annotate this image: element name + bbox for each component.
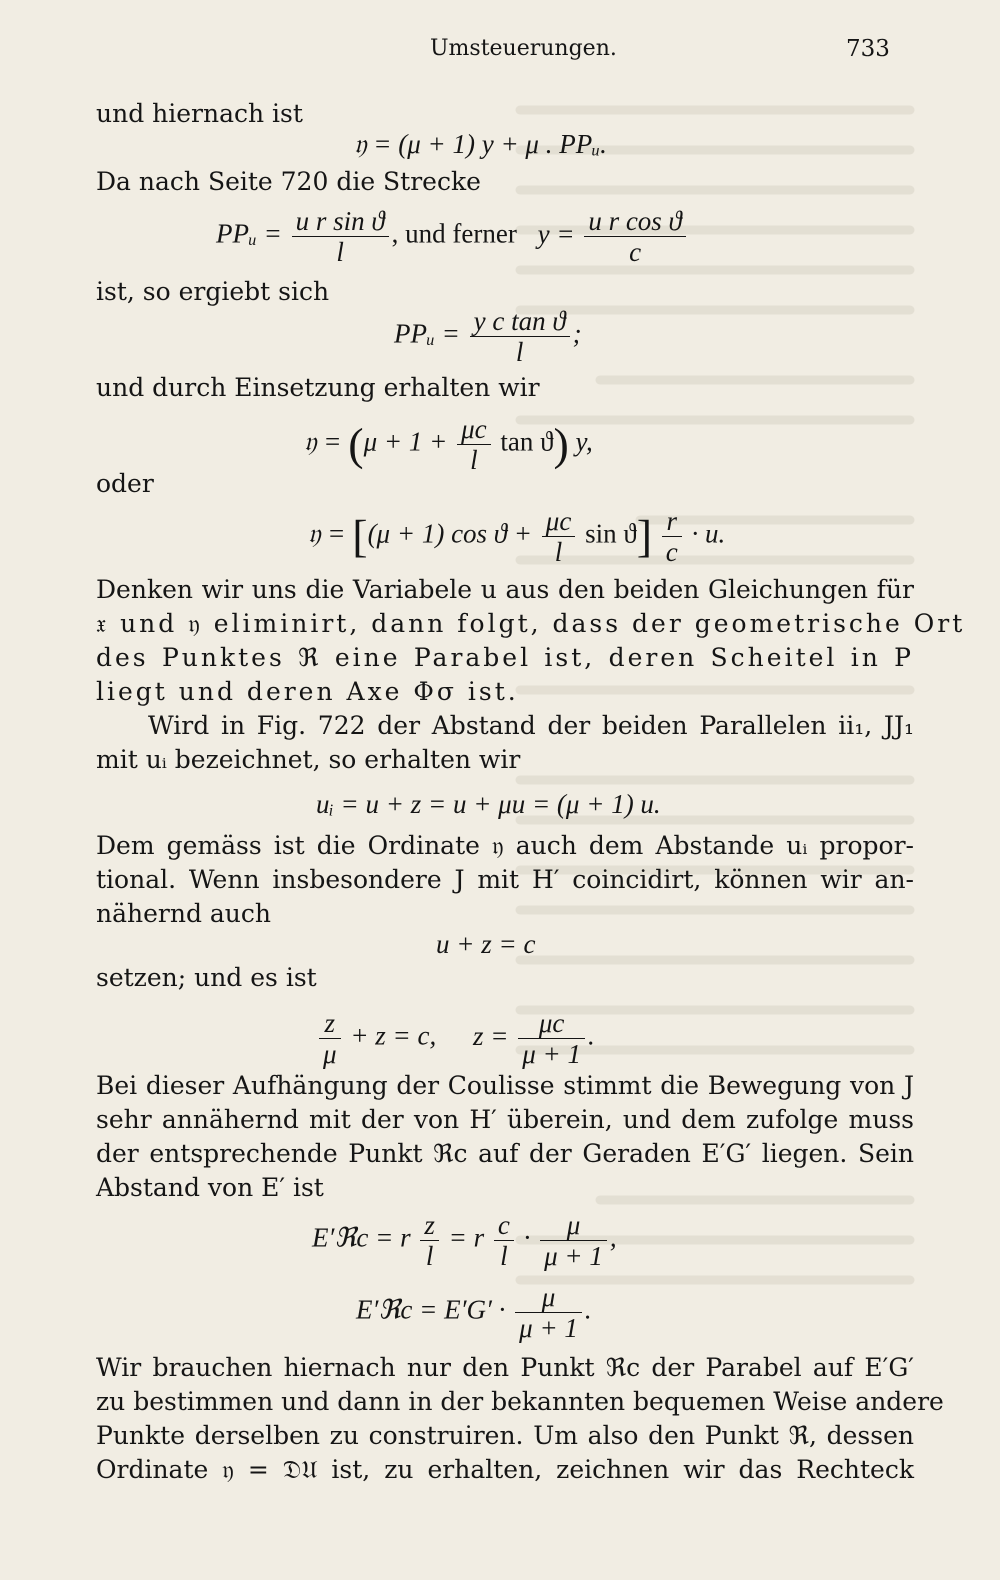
text-line: Ordinate 𝔶 = 𝔇𝔘 ist, zu erhalten, zeichnen wir das Rechteck xyxy=(96,1455,914,1484)
text-line: Denken wir uns die Variabele u aus den beiden Gleichungen für xyxy=(96,575,914,604)
formula-8: $\frac{z}{\mu}$ + z = c, z = $\frac{\mu c}{\mu + 1}$ . xyxy=(316,1008,595,1069)
formula-2: PPᵤ = $\frac{\text{u r sin ϑ}}{l}$ , und ferner y = $\frac{\text{u r cos ϑ}}{c}$ xyxy=(216,206,689,267)
text-line: tional. Wenn insbesondere J mit H′ coincidirt, können wir an- xyxy=(96,865,914,894)
text-line: sehr annähernd mit der von H′ überein, und dem zufolge muss xyxy=(96,1105,914,1134)
text-line: 𝔵 und 𝔶 eliminirt, dann folgt, dass der geometrische Ort xyxy=(96,609,966,638)
formula-9: E′ℜc = r $\frac{z}{l}$ = r $\frac{c}{l}$ · $\frac{\mu}{\mu + 1}$ , xyxy=(312,1210,617,1271)
formula-3: PPᵤ = $\frac{\text{y c tan ϑ}}{l}$ ; xyxy=(394,306,582,367)
text-line: liegt und deren Axe Φσ ist. xyxy=(96,677,519,706)
formula-5: 𝔶 = [(μ + 1) cos ϑ + $\frac{\mu c}{l}$ sin ϑ] $\frac{r}{c}$ · u. xyxy=(308,506,726,567)
text-line: Da nach Seite 720 die Strecke xyxy=(96,167,481,196)
text-line: oder xyxy=(96,469,154,498)
text-line: ist, so ergiebt sich xyxy=(96,277,330,306)
text-line: und hiernach ist xyxy=(96,99,303,128)
text-line: nähernd auch xyxy=(96,899,272,928)
running-title: Umsteuerungen. xyxy=(430,36,617,61)
formula-10: E′ℜc = E′G′ · $\frac{\mu}{\mu + 1}$ . xyxy=(356,1282,592,1343)
text-line: Wir brauchen hiernach nur den Punkt ℜc der Parabel auf E′G′ xyxy=(96,1353,914,1382)
text-line: setzen; und es ist xyxy=(96,963,317,992)
text-line: und durch Einsetzung erhalten wir xyxy=(96,373,540,402)
text-line: Wird in Fig. 722 der Abstand der beiden Parallelen ii₁, JJ₁ xyxy=(148,711,914,740)
text-line: Bei dieser Aufhängung der Coulisse stimmt die Bewegung von J xyxy=(96,1071,914,1100)
text-line: der entsprechende Punkt ℜc auf der Geraden E′G′ liegen. Sein xyxy=(96,1139,914,1168)
text-line: Dem gemäss ist die Ordinate 𝔶 auch dem Abstande uᵢ propor- xyxy=(96,831,914,860)
formula-1: 𝔶 = (μ + 1) y + μ . PPᵤ. xyxy=(354,129,607,159)
text-line: zu bestimmen und dann in der bekannten bequemen Weise andere xyxy=(96,1387,944,1416)
formula-7: u + z = c xyxy=(436,929,536,959)
text-line: Punkte derselben zu construiren. Um also den Punkt ℜ, dessen xyxy=(96,1421,914,1450)
formula-4: 𝔶 = (μ + 1 + $\frac{\mu c}{l}$ tan ϑ) y, xyxy=(304,414,593,475)
text-line: des Punktes ℜ eine Parabel ist, deren Scheitel in P xyxy=(96,643,914,672)
text-line: mit uᵢ bezeichnet, so erhalten wir xyxy=(96,745,521,774)
formula-6: uᵢ = u + z = u + μu = (μ + 1) u. xyxy=(316,789,661,819)
page-number: 733 xyxy=(846,36,890,62)
text-line: Abstand von E′ ist xyxy=(96,1173,324,1202)
